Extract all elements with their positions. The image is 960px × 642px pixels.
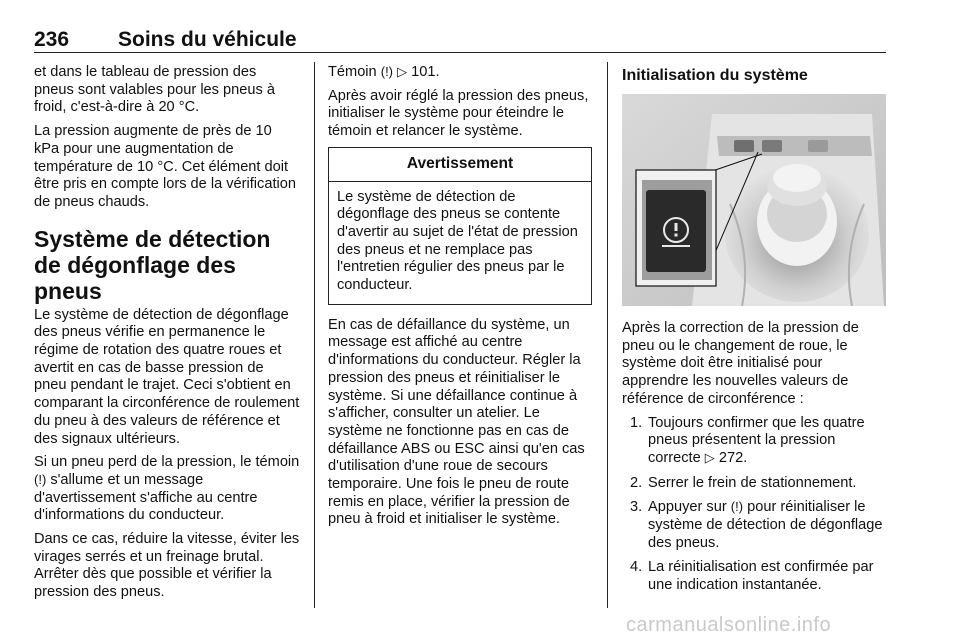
watermark: carmanualsonline.info (626, 614, 832, 636)
column-3 (622, 64, 888, 602)
initialisation-steps (622, 415, 888, 595)
paragraph-after-setting: Après avoir réglé la pression des pneus, initialiser le système pour éteindre le témoin et relancer le système. (328, 87, 589, 140)
paragraph-system-failure: En cas de défaillance du système, un message est affiché au centre d'informations du conducteur. Régler la pression des pneus et réinitialiser le système. Si une défaillance continue à s'afficher, consulter un atelier. Le système ne fonctionne pas en cas de défaillance ABS ou ESC ainsi qu'en cas d'utilisation d'une roue de secours temporaire. Une fois le pneu de route remis en place, vérifier la pression de pneu à froid et initialiser le système. (328, 316, 585, 528)
paragraph-tpms-description: Le système de détection de dégonflage des pneus vérifie en permanence le régime de rotation des quatre roues et avertit en cas de basse pression de pneu pendant le trajet. Ceci s'obtient en comparant la circonférence de roulement du pneu à des valeurs de référence et des signaux ultérieurs. (34, 306, 300, 447)
list-item (622, 475, 888, 493)
paragraph-cold-tyres: et dans le tableau de pression des pneus sont valables pour les pneus à froid, c'est-à-dire à 20 °C. (34, 64, 275, 116)
console-illustration (622, 94, 886, 306)
step-number: 1. (630, 414, 643, 431)
tire-pressure-warning-icon: (!) (380, 64, 394, 79)
page-reference-arrow-icon: ▷ (704, 449, 715, 465)
heading-tpms: Système de détection de dégonflage des pneus (34, 225, 271, 304)
step-number: 4. (630, 559, 643, 576)
step-number: 2. (630, 474, 643, 491)
tire-pressure-warning-icon: (!) (730, 499, 744, 515)
column-1 (34, 64, 300, 608)
page-header (34, 28, 886, 52)
paragraph-reduce-speed: Dans ce cas, réduire la vitesse, éviter les virages serrés et un freinage brutal. Arrêter dès que possible et vérifier la pression des pneus. (34, 531, 300, 601)
tire-pressure-warning-icon: (!) (34, 471, 47, 487)
paragraph-pressure-increase: La pression augmente de près de 10 kPa pour une augmentation de température de 10 °C. Cet élément doit être pris en compte lors de la vérification de pneus chauds. (34, 123, 296, 210)
section-title: Soins du véhicule (118, 28, 297, 51)
step-text: pour réinitialiser le système de détection de dégonflage des pneus. (648, 499, 883, 551)
text-segment: Si un pneu perd de la pression, le témoin (34, 454, 300, 471)
step-text: Toujours confirmer que les quatre pneus présentent la pression correcte (648, 414, 865, 466)
temoin-label: Témoin (328, 64, 377, 80)
figure-console-tpms-button (622, 94, 886, 306)
list-item (622, 499, 888, 552)
warning-text: Le système de détection de dégonflage des pneus se contente d'avertir au sujet de l'état de pression des pneus et ne remplace pas l'entretien régulier des pneus par le conducteur. (337, 188, 578, 294)
step-text: La réinitialisation est confirmée par une indication instantanée. (648, 559, 874, 594)
step-number: 3. (630, 499, 643, 516)
list-item (622, 559, 888, 594)
paragraph-temoin (328, 64, 592, 82)
header-divider (34, 52, 886, 53)
step-text: Appuyer sur (648, 499, 727, 516)
column-divider-2 (607, 62, 608, 608)
page-reference-arrow-icon: ▷ (397, 64, 408, 79)
list-item (622, 415, 888, 468)
paragraph-pressure-loss (34, 454, 300, 525)
step-text: Serrer le frein de stationnement. (648, 474, 857, 491)
heading-initialisation: Initialisation du système (622, 67, 808, 84)
paragraph-after-correction: Après la correction de la pression de pneu ou le changement de roue, le système doit être initialisé pour apprendre les nouvelles valeurs de référence de circonférence : (622, 320, 859, 407)
page-reference[interactable]: 272. (718, 449, 748, 466)
text-segment: s'allume et un message d'avertissement s'affiche au centre d'informations du conducteur. (34, 471, 258, 524)
column-2 (328, 64, 592, 535)
page-reference[interactable]: 101. (411, 64, 440, 80)
page-number: 236 (34, 28, 70, 51)
warning-box (328, 147, 592, 305)
warning-title: Avertissement (329, 148, 591, 182)
column-divider-1 (314, 62, 315, 608)
